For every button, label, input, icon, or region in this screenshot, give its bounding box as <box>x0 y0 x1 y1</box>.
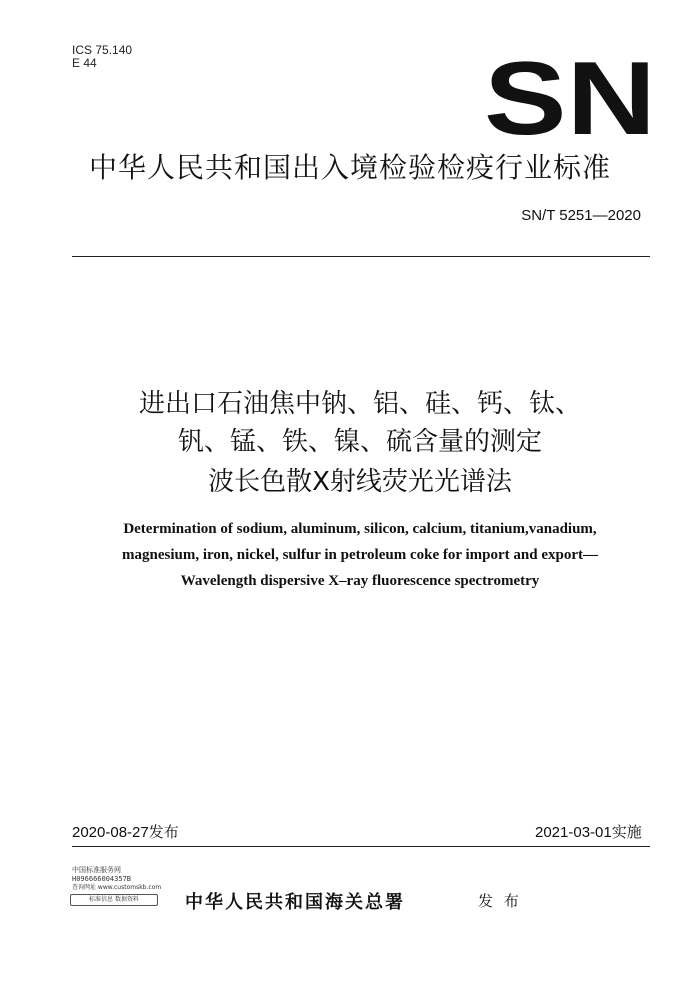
title-en-line-2: magnesium, iron, nickel, sulfur in petroleum coke for import and export— <box>122 547 598 563</box>
issue-date: 2020-08-27发布 <box>72 824 179 841</box>
title-cn-line-3: 波长色散X射线荧光光谱法 <box>208 467 512 497</box>
stamp-line-1: 中国标准服务网 <box>72 866 121 874</box>
stamp-line-3: 查询网址 www.customskb.com <box>72 884 162 891</box>
standard-number: SN/T 5251—2020 <box>521 207 641 224</box>
title-en-line-1: Determination of sodium, aluminum, silicon, calcium, titanium,vanadium, <box>123 521 597 537</box>
bottom-divider <box>72 846 650 847</box>
sn-logo-text: SN <box>484 48 656 144</box>
release-label: 发 布 <box>478 892 522 910</box>
implementation-date: 2021-03-01实施 <box>535 824 642 841</box>
distributor-stamp <box>62 866 166 916</box>
title-cn-line-1: 进出口石油焦中钠、铝、硅、钙、钛、 <box>138 389 581 419</box>
ccs-code: E 44 <box>72 56 97 70</box>
stamp-line-2: H096666004357B <box>72 875 132 883</box>
publisher-name: 中华人民共和国海关总署 <box>185 892 405 913</box>
ics-code: ICS 75.140 <box>72 43 133 57</box>
sn-logo <box>482 48 658 144</box>
title-cn-line-2: 钒、锰、铁、镍、硫含量的测定 <box>177 427 542 457</box>
stamp-line-4: 标准信息 数据资料 <box>70 894 158 906</box>
ics-classification <box>72 44 132 70</box>
title-en-line-3: Wavelength dispersive X–ray fluorescence spectrometry <box>180 573 540 589</box>
standard-category: 中华人民共和国出入境检验检疫行业标准 <box>88 151 611 184</box>
top-divider <box>72 256 650 257</box>
